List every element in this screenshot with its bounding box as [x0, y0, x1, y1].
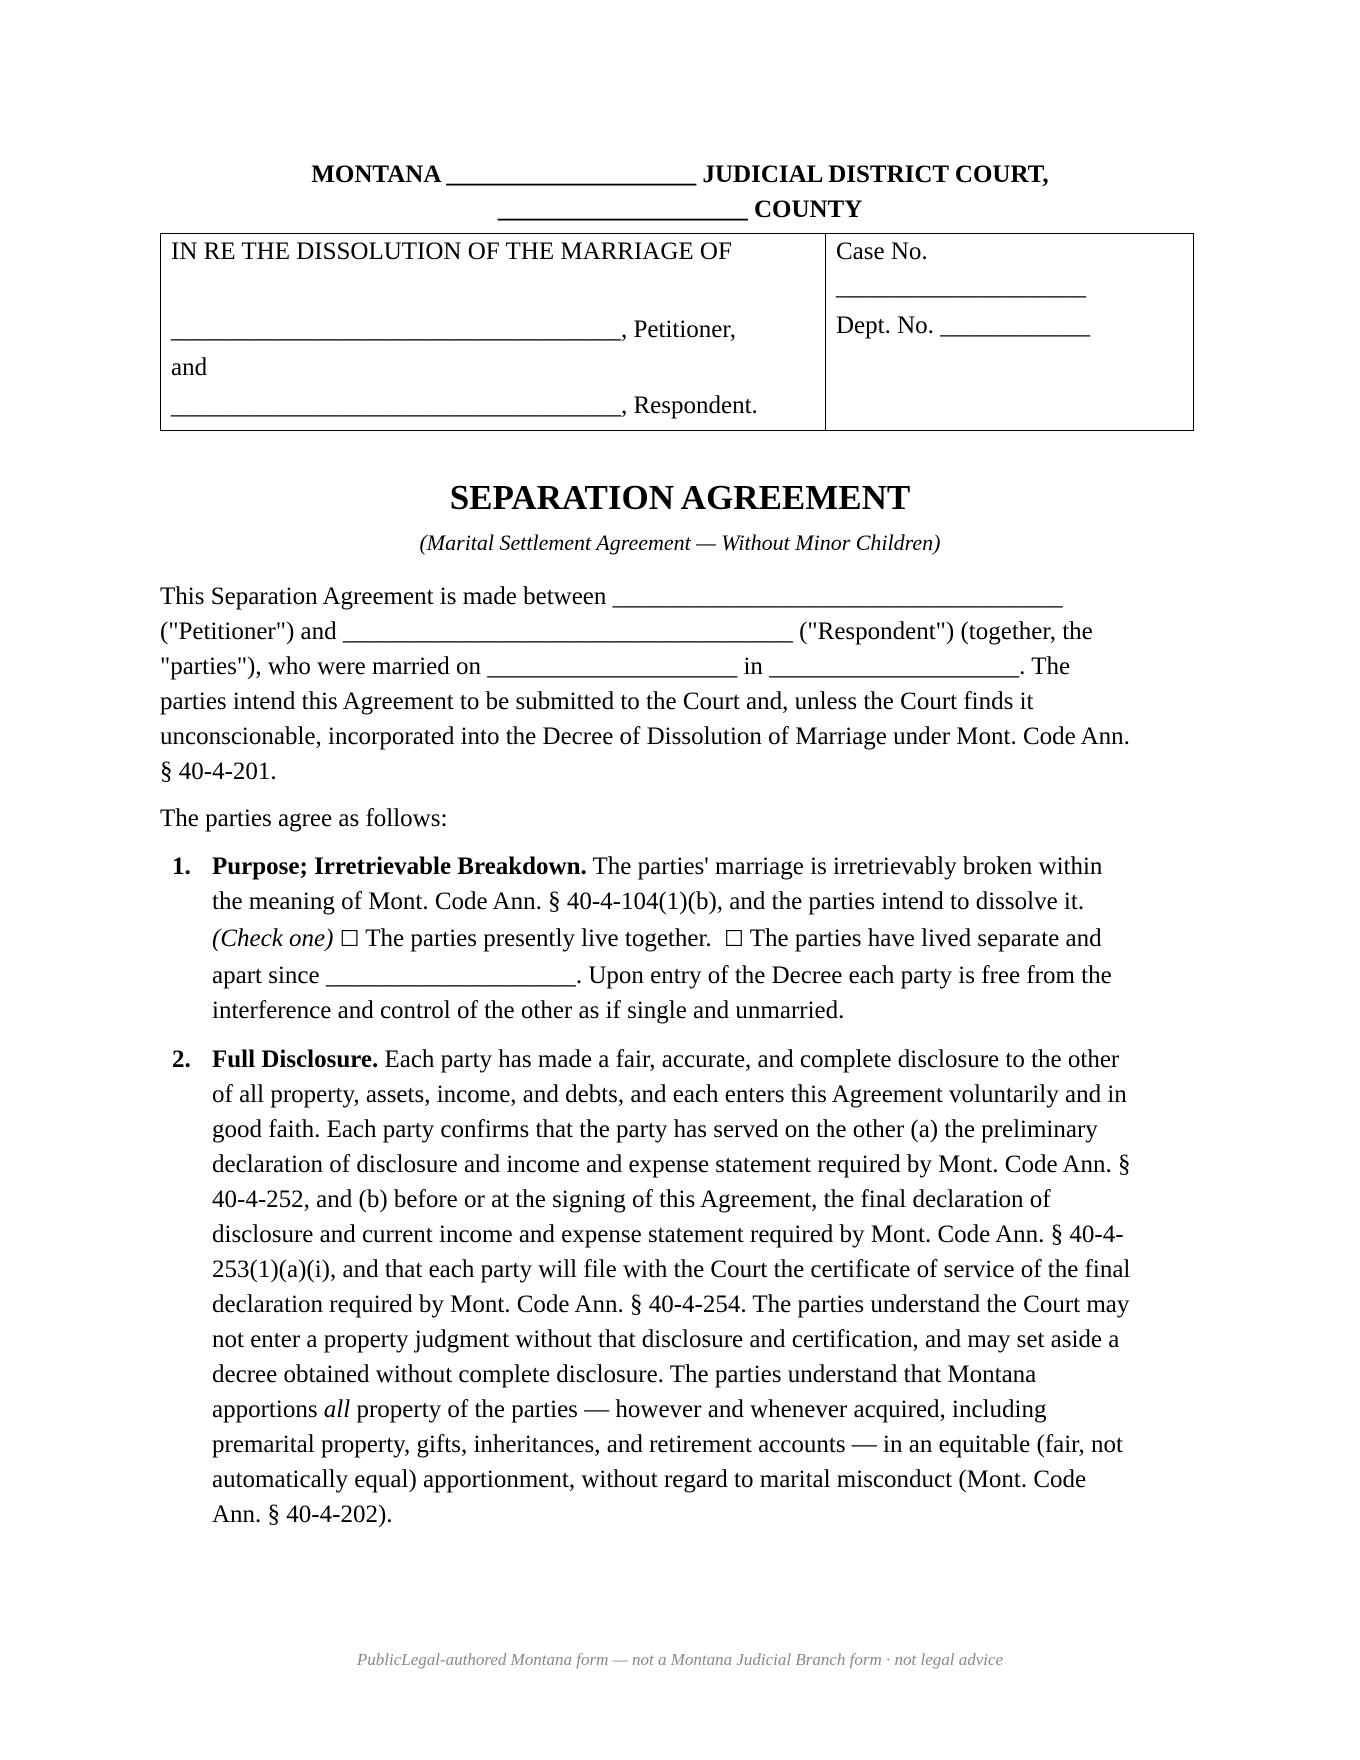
intro-line: parties intend this Agreement to be submitted to the Court and, unless the Court finds it	[160, 688, 1034, 715]
section-line: the meaning of Mont. Code Ann. § 40-4-104(1)(b), and the parties intend to dissolve it.	[212, 888, 1085, 915]
footer-disclaimer: PublicLegal-authored Montana form — not a Montana Judicial Branch form · not legal advice	[356, 1650, 1004, 1669]
section-line: not enter a property judgment without that disclosure and certification, and may set aside a	[212, 1326, 1120, 1353]
section-line: automatically equal) apportionment, without regard to marital misconduct (Mont. Code	[212, 1466, 1087, 1493]
section-line: Ann. § 40-4-202).	[212, 1501, 393, 1528]
section-line: apart since ____________________. Upon entry of the Decree each party is free from the	[212, 962, 1112, 989]
caption-divider	[825, 234, 826, 430]
section-heading: Full Disclosure.	[212, 1046, 379, 1073]
intro-line: This Separation Agreement is made between ____________________________________	[160, 583, 1063, 610]
county-heading: ____________________ COUNTY	[497, 196, 863, 223]
emphasis-all: all	[323, 1396, 351, 1423]
section-line: Full Disclosure. Each party has made a fair, accurate, and complete disclosure to the other	[212, 1046, 1120, 1073]
checkbox-live-together[interactable]: ☐	[339, 927, 360, 952]
intro-line: § 40-4-201.	[160, 758, 277, 785]
intro-line: "parties"), who were married on ____________________ in ____________________. The	[160, 653, 1071, 680]
agree-statement: The parties agree as follows:	[160, 805, 448, 832]
check-one-instruction: (Check one)	[212, 925, 334, 952]
case-caption-box	[160, 233, 1194, 431]
dept-number-label: Dept. No. ____________	[836, 312, 1091, 339]
case-number-label: Case No.	[836, 238, 928, 265]
checkbox-lived-separate[interactable]: ☐	[724, 927, 744, 952]
petitioner-line: ____________________________________, Petitioner,	[171, 316, 736, 343]
section-line: declaration required by Mont. Code Ann. § 40-4-254. The parties understand the Court may	[212, 1291, 1130, 1318]
caption-and: and	[171, 354, 208, 381]
section-line: 253(1)(a)(i), and that each party will file with the Court the certificate of service of the final	[212, 1256, 1131, 1283]
section-line: premarital property, gifts, inheritances, and retirement accounts — in an equitable (fair, not	[212, 1431, 1123, 1458]
section-line: apportions all property of the parties — however and whenever acquired, including	[212, 1396, 1047, 1423]
caption-in-re: IN RE THE DISSOLUTION OF THE MARRIAGE OF	[171, 238, 732, 265]
section-number: 1.	[172, 853, 191, 880]
section-line: declaration of disclosure and income and expense statement required by Mont. Code Ann. §	[212, 1151, 1131, 1178]
case-number-blank: ____________________	[836, 273, 1086, 300]
section-line: interference and control of the other as if single and unmarried.	[212, 997, 845, 1024]
section-heading: Purpose; Irretrievable Breakdown.	[212, 853, 587, 880]
section-line: (Check one) ☐ The parties presently live together. ☐ The parties have lived separate and	[212, 925, 1102, 952]
section-line: good faith. Each party confirms that the party has served on the other (a) the preliminary	[212, 1116, 1098, 1143]
intro-line: unconscionable, incorporated into the Decree of Dissolution of Marriage under Mont. Code Ann.	[160, 723, 1130, 750]
document-title: SEPARATION AGREEMENT	[449, 478, 911, 517]
intro-line: ("Petitioner") and ____________________________________ ("Respondent") (together, the	[160, 618, 1093, 645]
section-line: 40-4-252, and (b) before or at the signing of this Agreement, the final declaration of	[212, 1186, 1051, 1213]
court-heading: MONTANA ____________________ JUDICIAL DISTRICT COURT,	[311, 161, 1049, 188]
section-line: of all property, assets, income, and debts, and each enters this Agreement voluntarily and in	[212, 1081, 1127, 1108]
section-number: 2.	[172, 1046, 191, 1073]
respondent-line: ____________________________________, Respondent.	[171, 392, 758, 419]
section-line: decree obtained without complete disclosure. The parties understand that Montana	[212, 1361, 1037, 1388]
document-subtitle: (Marital Settlement Agreement — Without Minor Children)	[419, 530, 941, 555]
section-line: Purpose; Irretrievable Breakdown. The parties' marriage is irretrievably broken within	[212, 853, 1103, 880]
section-line: disclosure and current income and expense statement required by Mont. Code Ann. § 40-4-	[212, 1221, 1124, 1248]
